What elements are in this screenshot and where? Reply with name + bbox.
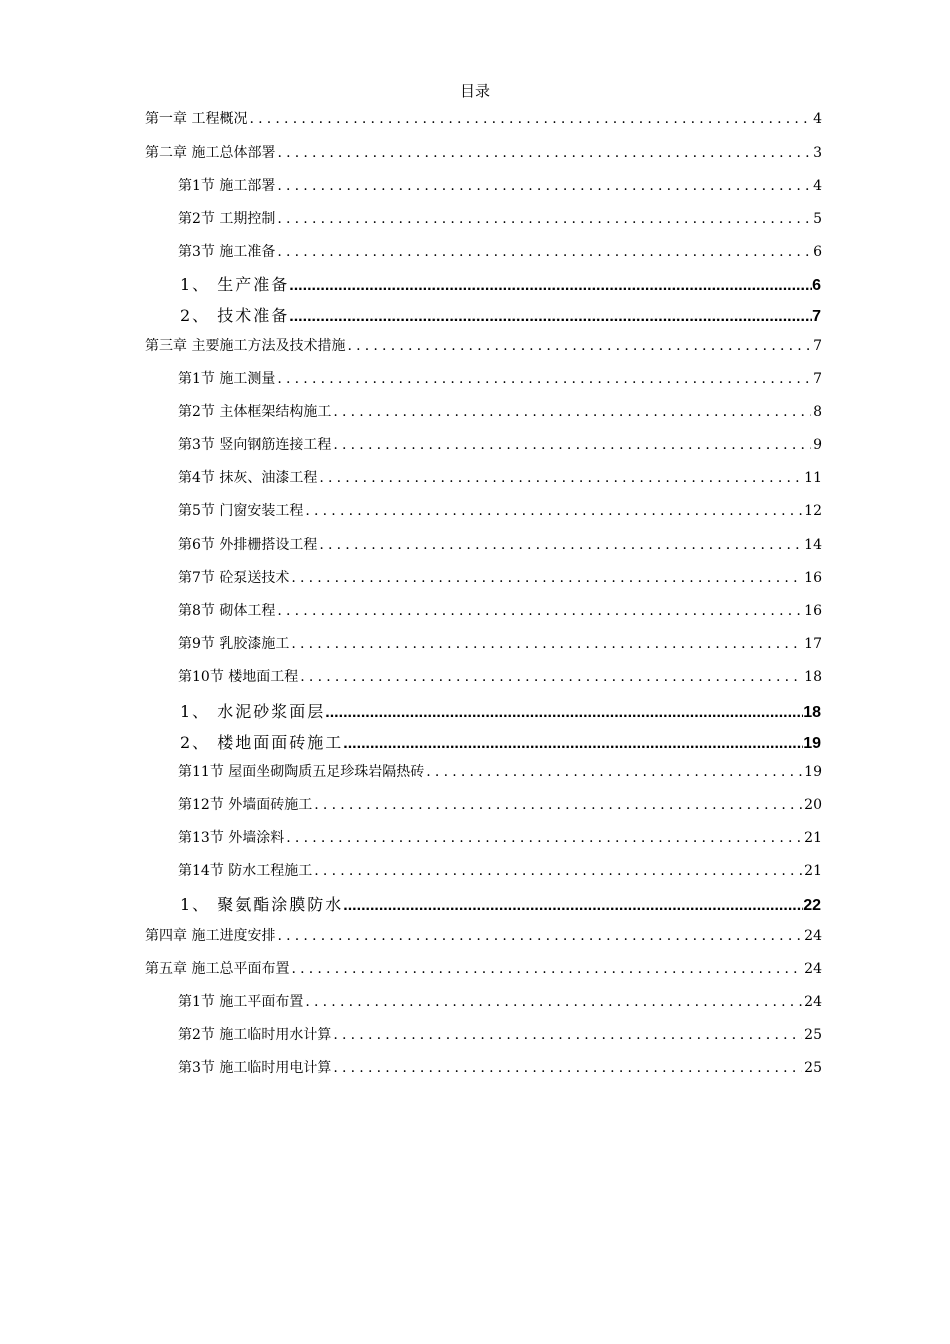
toc-entry[interactable]	[178, 633, 822, 653]
toc-entry-page: 14	[804, 537, 822, 553]
toc-entry-page: 4	[813, 178, 822, 194]
toc-entry-label: 第12节 外墙面砖施工	[178, 797, 313, 813]
toc-entry[interactable]	[178, 666, 822, 686]
toc-entry-page: 8	[813, 404, 822, 420]
toc-entry[interactable]	[180, 303, 821, 326]
toc-entry[interactable]	[178, 401, 822, 421]
leader-dots	[277, 244, 811, 260]
toc-entry-label: 第10节 楼地面工程	[178, 669, 299, 685]
toc-entry-page: 25	[804, 1027, 822, 1043]
leader-dots	[286, 830, 802, 846]
toc-entry-label: 第2节 主体框架结构施工	[178, 404, 332, 420]
toc-entry-label: 第11节 屋面坐砌陶质五足珍珠岩隔热砖	[178, 764, 425, 780]
toc-entry-label: 第三章 主要施工方法及技术措施	[145, 338, 346, 354]
toc-entry[interactable]	[180, 730, 821, 753]
toc-entry-page: 16	[804, 570, 822, 586]
toc-entry[interactable]	[145, 108, 822, 128]
leader-dots	[277, 211, 811, 227]
toc-entry-label: 第14节 防水工程施工	[178, 863, 313, 879]
toc-entry-page: 19	[804, 764, 822, 780]
toc-entry[interactable]	[178, 794, 822, 814]
leader-dots	[289, 308, 812, 326]
toc-entry[interactable]	[180, 272, 821, 295]
leader-dots	[300, 669, 802, 685]
toc-entry-page: 12	[804, 503, 822, 519]
leader-dots	[291, 961, 802, 977]
toc-entry-label: 第9节 乳胶漆施工	[178, 636, 290, 652]
toc-entry[interactable]	[178, 567, 822, 587]
toc-entry-label: 第5节 门窗安装工程	[178, 503, 304, 519]
leader-dots	[291, 570, 802, 586]
toc-entry-page: 19	[803, 735, 821, 752]
leader-dots	[277, 371, 811, 387]
leader-dots	[291, 636, 802, 652]
leader-dots	[314, 797, 802, 813]
toc-entry-page: 21	[804, 863, 822, 879]
leader-dots	[426, 764, 802, 780]
toc-entry-label: 第1节 施工测量	[178, 371, 276, 387]
leader-dots	[343, 897, 803, 915]
toc-entry[interactable]	[145, 142, 822, 162]
toc-entry-label: 第7节 砼泵送技术	[178, 570, 290, 586]
toc-entry-page: 21	[804, 830, 822, 846]
toc-entry[interactable]	[180, 892, 821, 915]
toc-entry-page: 18	[804, 669, 822, 685]
toc-entry[interactable]	[178, 860, 822, 880]
toc-entry-label: 第4节 抹灰、油漆工程	[178, 470, 318, 486]
toc-entry[interactable]	[145, 335, 822, 355]
toc-entry[interactable]	[178, 208, 822, 228]
leader-dots	[319, 470, 802, 486]
toc-entry[interactable]	[178, 368, 822, 388]
toc-entry-label: 第五章 施工总平面布置	[145, 961, 290, 977]
leader-dots	[333, 1060, 802, 1076]
toc-entry[interactable]	[178, 175, 822, 195]
leader-dots	[305, 994, 802, 1010]
toc-entry-label: 第一章 工程概况	[145, 111, 248, 127]
toc-entry-label: 第3节 施工准备	[178, 244, 276, 260]
leader-dots	[277, 928, 802, 944]
leader-dots	[277, 178, 811, 194]
toc-entry-label: 第13节 外墙涂料	[178, 830, 285, 846]
leader-dots	[319, 537, 802, 553]
toc-entry-page: 17	[804, 636, 822, 652]
toc-entry[interactable]	[178, 1057, 822, 1077]
leader-dots	[289, 277, 812, 295]
toc-entry-page: 24	[804, 994, 822, 1010]
toc-entry-label: 第1节 施工部署	[178, 178, 276, 194]
toc-entry-label: 第2节 施工临时用水计算	[178, 1027, 332, 1043]
toc-entry-label: 1、 聚氨酯涂膜防水	[180, 895, 344, 914]
leader-dots	[343, 735, 803, 753]
toc-entry[interactable]	[178, 827, 822, 847]
toc-entry-page: 22	[803, 897, 821, 914]
toc-entry-page: 11	[804, 470, 822, 486]
toc-entry-page: 24	[804, 928, 822, 944]
toc-entry-page: 4	[813, 111, 822, 127]
toc-entry[interactable]	[178, 534, 822, 554]
toc-title: 目录	[459, 82, 490, 100]
leader-dots	[325, 704, 803, 722]
toc-entry-label: 第四章 施工进度安排	[145, 928, 276, 944]
toc-entry-label: 1、 生产准备	[180, 275, 290, 294]
toc-entry-label: 第6节 外排栅搭设工程	[178, 537, 318, 553]
toc-entry-page: 25	[804, 1060, 822, 1076]
toc-entry-page: 24	[804, 961, 822, 977]
toc-entry[interactable]	[178, 1024, 822, 1044]
toc-entry-page: 7	[812, 308, 821, 325]
leader-dots	[277, 145, 811, 161]
leader-dots	[277, 603, 802, 619]
leader-dots	[333, 1027, 802, 1043]
leader-dots	[305, 503, 802, 519]
leader-dots	[333, 437, 811, 453]
toc-entry-page: 6	[812, 277, 821, 294]
toc-entry-page: 3	[813, 145, 822, 161]
toc-entry[interactable]	[178, 467, 822, 487]
toc-entry[interactable]	[145, 958, 822, 978]
leader-dots	[314, 863, 802, 879]
leader-dots	[347, 338, 811, 354]
toc-entry-page: 6	[813, 244, 822, 260]
toc-entry[interactable]	[178, 241, 822, 261]
leader-dots	[333, 404, 811, 420]
toc-entry[interactable]	[178, 434, 822, 454]
toc-entry-label: 第3节 施工临时用电计算	[178, 1060, 332, 1076]
toc-entry[interactable]	[178, 600, 822, 620]
toc-entry-page: 7	[813, 371, 822, 387]
toc-entry-label: 第8节 砌体工程	[178, 603, 276, 619]
toc-entry[interactable]	[180, 699, 821, 722]
toc-entry-page: 7	[813, 338, 822, 354]
toc-entry-page: 18	[803, 704, 821, 721]
toc-entry-label: 2、 楼地面面砖施工	[180, 733, 344, 752]
toc-entry-label: 1、 水泥砂浆面层	[180, 702, 326, 721]
toc-entry-label: 第2节 工期控制	[178, 211, 276, 227]
toc-entry-label: 第1节 施工平面布置	[178, 994, 304, 1010]
toc-entry-page: 5	[813, 211, 822, 227]
toc-entry-label: 第二章 施工总体部署	[145, 145, 276, 161]
toc-entry[interactable]	[178, 761, 822, 781]
toc-entry-page: 20	[804, 797, 822, 813]
toc-entry[interactable]	[178, 991, 822, 1011]
toc-entry[interactable]	[145, 925, 822, 945]
toc-entry-label: 第3节 竖向钢筋连接工程	[178, 437, 332, 453]
toc-entry-page: 16	[804, 603, 822, 619]
toc-entry-page: 9	[813, 437, 822, 453]
toc-entry-label: 2、 技术准备	[180, 306, 290, 325]
leader-dots	[249, 111, 811, 127]
toc-entry[interactable]	[178, 500, 822, 520]
